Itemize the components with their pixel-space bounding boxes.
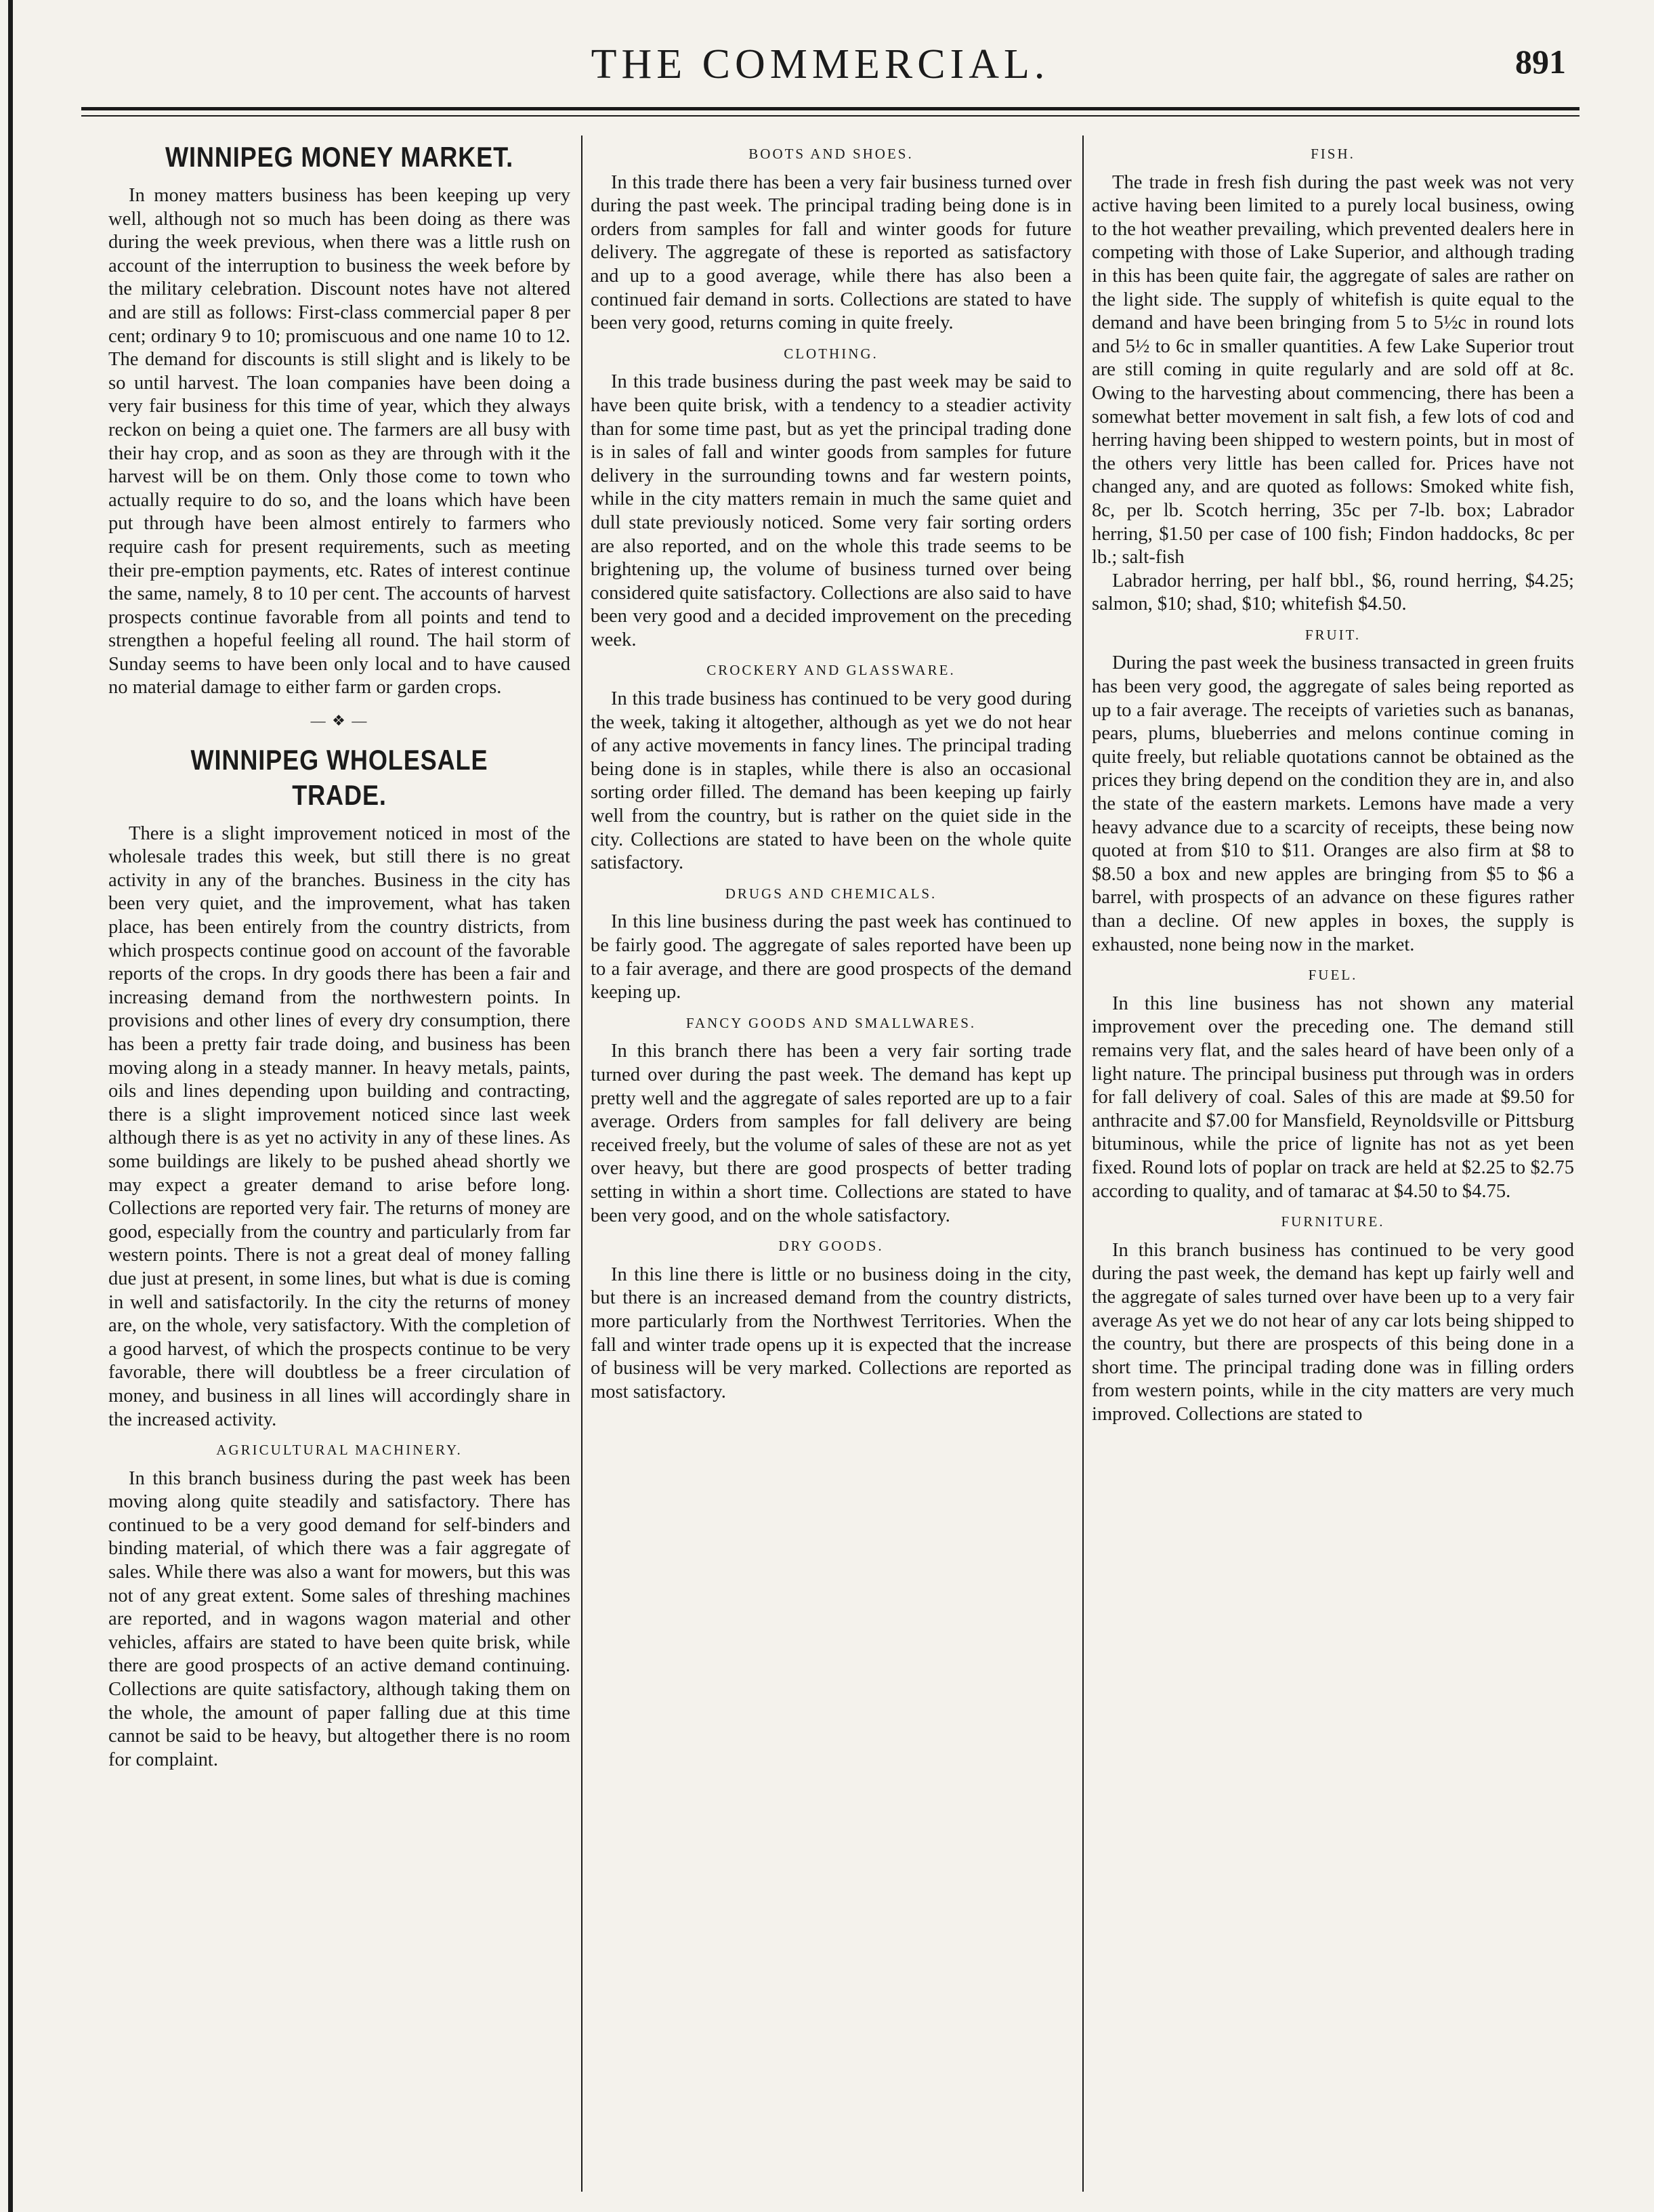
headline-wholesale-trade: WINNIPEG WHOLESALE TRADE. [190, 743, 488, 811]
page-number: 891 [1515, 43, 1566, 81]
subhead-boots-and-shoes: BOOTS AND SHOES. [748, 146, 914, 162]
fancy-goods-body: In this branch there has been a very fair sorting trade turned over during the past week. The demand has kept up pretty well and the aggregate of sales reported are up to a fair average. Orders from samples for fall delivery are being received freely, but the volume of sales of these are not as yet over heavy, but there are good prospects of better trading setting in within a short time. Collections are stated to have been very good, and on the whole satisfactory. [591, 1041, 1072, 1226]
subhead-fish: FISH. [1311, 146, 1355, 162]
fruit-body: During the past week the business transacted in green fruits has been very good, the aggregate of sales being reported as up to a fair average. The receipts of varieties such as bananas, pears, plums, blueberries and melons continue coming in quite freely, but reliable quotations cannot be obtained as the prices they bring depend on the condition they are in, and also the state of the eastern markets. Lemons have made a very heavy advance due to a scarcity of receipts, these being now quoted at from $10 to $11. Oranges are also firm at $8 to $8.50 a box and new apples are bringing from $5 to $6 a barrel, with prospects of an advance on these figures rather than a decline. Of new apples in boxes, the supply is exhausted, none being now in the market. [1092, 652, 1574, 955]
masthead-rule-thin [81, 115, 1579, 117]
subhead-fruit: FRUIT. [1305, 626, 1361, 643]
furniture-body: In this branch business has continued to be very good during the past week, the demand has kept up fairly well and the aggregate of sales turned over have been up to a very fair average As yet we do not hear of any car lots being shipped to the country, but there are prospects of this being done in a short time. The principal trading done was in filling orders from western points, while in the city matters are very much improved. Collections are stated to [1092, 1239, 1574, 1425]
boots-and-shoes-body: In this trade there has been a very fair business turned over during the past week. The principal trading being done is in orders from samples for fall and winter goods for future delivery. The aggregate of these is reported as satisfactory and up to a good average, while there has also been a continued fair demand in sorts. Collections are stated to have been very good, returns coming in quite freely. [591, 171, 1072, 334]
subhead-furniture: FURNITURE. [1281, 1213, 1385, 1230]
column-2 [591, 135, 1072, 2195]
publication-title: THE COMMERCIAL. [591, 41, 1050, 87]
subhead-drugs-chemicals: DRUGS AND CHEMICALS. [725, 885, 937, 902]
column-3 [1092, 135, 1574, 2195]
column-divider-1 [581, 135, 582, 2192]
subhead-agricultural-machinery: AGRICULTURAL MACHINERY. [216, 1442, 463, 1459]
crockery-glassware-body: In this trade business has continued to be very good during the week, taking it altogether, although as yet we do not hear of any active movements in fancy lines. The principal trading being done is in staples, while there is also an occasional sorting order filled. The demand has been keeping up fairly well from the country, but is rather on the quiet side in the city. Collections are stated to have been on the whole quite satisfactory. [591, 688, 1072, 874]
section-ornament: — ❖ — [310, 712, 368, 730]
column-1 [108, 135, 570, 2195]
agricultural-machinery-body: In this branch business during the past week has been moving along quite steadily and satisfactory. There has continued to be a very good demand for self-binders and binding material, of which there was a fair aggregate of sales. While there was also a want for mowers, but this was not of any great extent. Some sales of threshing machines are reported, and in wagons wagon material and other vehicles, affairs are stated to have been quite brisk, while there are good prospects of an active demand continuing. Collections are quite satisfactory, although taking them on the whole, the amount of paper falling due at this time cannot be said to be heavy, but altogether there is no room for complaint. [108, 1467, 570, 1770]
column-divider-2 [1082, 135, 1084, 2192]
subhead-dry-goods: DRY GOODS. [778, 1238, 884, 1255]
fish-body-continued: Labrador herring, per half bbl., $6, round herring, $4.25; salmon, $10; shad, $10; whitefish $4.50. [1092, 570, 1574, 615]
clothing-body: In this trade business during the past week may be said to have been quite brisk, with a tendency to a steadier activity than for some time past, but as yet the principal trading done is in sales of fall and winter goods from samples for future delivery in the surrounding towns and far western points, while in the city matters remain in much the same quiet and dull state previously noticed. Some very fair sorting orders are also reported, and on the whole this trade seems to be brightening up, the volume of business turned over being considered quite satisfactory. Collections are also said to have been very good and a decided improvement on the preceding week. [591, 371, 1072, 650]
subhead-crockery-glassware: CROCKERY AND GLASSWARE. [706, 662, 956, 679]
fuel-body: In this line business has not shown any material improvement over the preceding one. The demand still remains very flat, and the sales heard of have been only of a light nature. The principal business put through was in orders for fall delivery of coal. Sales of this are made at $9.50 for anthracite and $7.00 for Mansfield, Reynoldsville or Pittsburg bituminous, while the price of lignite has not as yet been fixed. Round lots of poplar on track are held at $2.25 to $2.75 according to quality, and of tamarac at $4.50 to $4.75. [1092, 993, 1574, 1202]
masthead [75, 41, 1566, 95]
fish-body: The trade in fresh fish during the past week was not very active having been limited to a purely local business, owing to the hot weather prevailing, which prevented dealers here in competing with those of Lake Superior, and although trading in this has been quite fair, the aggregate of sales are rather on the light side. The supply of whitefish is quite equal to the demand and have been bringing from 5 to 5½c in round lots and 5½ to 6c in smaller quantities. A few Lake Superior trout are still coming in quite regularly and are sold off at 8c. Owing to the harvesting about commencing, there has been a somewhat better movement in salt fish, a few lots of cod and herring having been shipped to western points, but in most of the others very little has been called for. Prices have not changed any, and are quoted as follows: Smoked white fish, 8c, per lb. Scotch herring, 35c per 7-lb. box; Labrador herring, $1.50 per case of 100 fish; Findon haddocks, 8c per lb.; salt-fish [1092, 171, 1574, 568]
masthead-rule-thick [81, 107, 1579, 110]
subhead-fuel: FUEL. [1308, 967, 1358, 984]
dry-goods-body: In this line there is little or no business doing in the city, but there is an increased demand from the country districts, more particularly from the Northwest Territories. When the fall and winter trade opens up it is expected that the increase of business will be very marked. Collections are reported as most satisfactory. [591, 1264, 1072, 1402]
page-edge-rule [8, 0, 13, 2212]
drugs-chemicals-body: In this line business during the past week has continued to be fairly good. The aggregate of sales reported have been up to a fair average, and there are good prospects of the demand keeping up. [591, 911, 1072, 1003]
subhead-clothing: CLOTHING. [784, 345, 878, 362]
headline-money-market: WINNIPEG MONEY MARKET. [165, 141, 513, 173]
subhead-fancy-goods: FANCY GOODS AND SMALLWARES. [685, 1014, 977, 1031]
wholesale-intro: There is a slight improvement noticed in most of the wholesale trades this week, but still there is no great activity in any of the branches. Business in the city has been very quiet, and the improvement, what has taken place, has been entirely from the country districts, from which prospects continue good on account of the favorable reports of the crops. In dry goods there has been a fair and increasing demand from the northwestern points. In provisions and other lines of every dry consumption, there has been a pretty fair trade doing, and business has been moving along in a steady manner. In heavy metals, paints, oils and lines depending upon building and contracting, there is a slight improvement noticed since last week although there is as yet no activity in any of these lines. As some buildings are likely to be pushed ahead shortly we may expect a greater demand to arise before long. Collections are reported very fair. The returns of money are good, especially from the country and particularly from far western points. There is not a great deal of money falling due just at present, in some lines, but what is due is coming in well and satisfactorily. In the city the returns of money are, on the whole, very satisfactory. With the completion of a good harvest, of which the prospects continue to be very favorable, there will doubtless be a freer circulation of money, and business in all lines will accordingly share in the increased activity. [108, 822, 570, 1430]
money-market-body: In money matters business has been keeping up very well, although not so much has been doing as there was during the week previous, when there was a little rush on account of the interruption to business the week before by the military celebration. Discount notes have not altered and are still as follows: First-class commercial paper 8 per cent; ordinary 9 to 10; promiscuous and one name 10 to 12. The demand for discounts is still slight and is likely to be so until harvest. The loan companies have been doing a very fair business for this time of year, which they always reckon on being a quiet one. The farmers are all busy with their hay crop, and as soon as they are through with it the harvest will be on them. Only those come to town who actually require to do so, and the loans which have been put through have been almost entirely to farmers who require cash for present requirements, such as meeting their pre-emption payments, etc. Rates of interest continue the same, namely, 8 to 10 per cent. The accounts of harvest prospects continue favorable from all points and tend to strengthen a hopeful feeling all round. The hail storm of Sunday seems to have been only local and to have caused no material damage to either farm or garden crops. [108, 185, 570, 698]
